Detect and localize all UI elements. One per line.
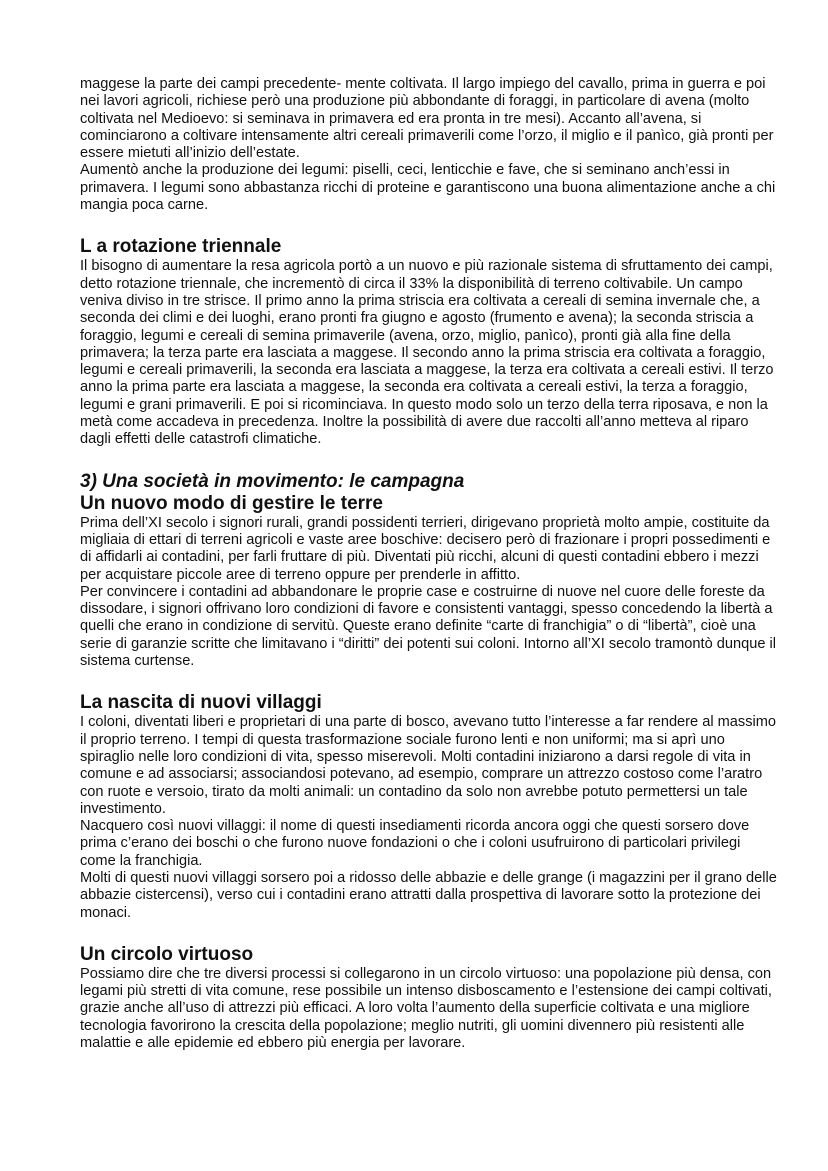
lands-paragraph-1: Prima dell’XI secolo i signori rurali, grandi possidenti terrieri, dirigevano proprietà molto ampie, costituite da migliaia di ettari di terreni agricoli e vaste aree boschive: decisero però di frazionare i propri possedimenti e di affidarli ai contadini, per farli fruttare di più. Diventati più ricchi, alcuni di questi contadini ebbero i mezzi per acquistare piccole aree di terreno oppure per prenderle in affitto. <box>80 514 771 583</box>
rotation-paragraph: Il bisogno di aumentare la resa agricola portò a un nuovo e più razionale sistema di sfruttamento dei campi, detto rotazione triennale, che incrementò di circa il 33% la disponibilità di terreno coltivabile. Un campo veniva diviso in tre strisce. Il primo anno la prima striscia era coltivata a cereali di semina invernale che, a seconda dei climi e dei luoghi, erano pronti fra giugno e agosto (frumento e avena); la seconda striscia a foraggio, legumi e cereali di semina primaverile (avena, orzo, miglio, panìco), pronti già alla fine della primavera; la terza parte era lasciata a maggese. Il secondo anno la prima striscia era coltivata a foraggio, legumi e cereali primaverili, la seconda era lasciata a maggese, la terza era coltivata a cereali estivi. Il terzo anno la prima parte era lasciata a maggese, la seconda era coltivata a cereali estivi, la terza a foraggio, legumi e grani primaverili. E poi si ricominciava. In questo modo solo un terzo della terra riposava, e non la metà come accadeva in precedenza. Inoltre la possibilità di avere due raccolti all’anno metteva al riparo dagli effetti delle catastrofi climatiche. <box>80 258 774 448</box>
villages-paragraph-1: I coloni, diventati liberi e proprietari di una parte di bosco, avevano tutto l’interesse a far rendere al massimo il proprio terreno. I tempi di questa trasformazione sociale furono lenti e non uniformi; ma si aprì uno spiraglio nelle loro condizioni di vita, spesso miserevoli. Molti contadini iniziarono a darsi regole di vita in comune e ad associarsi; associandosi potevano, ad esempio, comprare un attrezzo costoso come l’aratro con ruote e versoio, tirato da molti animali: un contadino da solo non avrebbe potuto permettersi un tale investimento. <box>80 714 777 817</box>
villages-heading: La nascita di nuovi villaggi <box>80 692 322 714</box>
section-3-title: 3) Una società in movimento: le campagna <box>80 470 465 492</box>
intro-paragraph-2: Aumentò anche la produzione dei legumi: piselli, ceci, lenticchie e fave, che si seminano anch’essi in primavera. I legumi sono abbastanza ricchi di proteine e garantiscono una buona alimentazione anche a chi mangia poca carne. <box>80 162 776 214</box>
villages-paragraph-2: Nacquero così nuovi villaggi: il nome di questi insediamenti ricorda ancora oggi che questi sorsero dove prima c’erano dei boschi o che furono nuove fondazioni o che i coloni usufruirono di particolari privilegi come la franchigia. <box>80 818 750 869</box>
lands-heading: Un nuovo modo di gestire le terre <box>80 492 383 514</box>
intro-paragraph-1: maggese la parte dei campi precedente- mente coltivata. Il largo impiego del cavallo, prima in guerra e poi nei lavori agricoli, richiese però una produzione più abbondante di foraggi, in particolare di avena (molto coltivata nel Medioevo: si seminava in primavera ed era pronta in tre mesi). Accanto all’avena, si cominciarono a coltivare intensamente altri cereali primaverili come l’orzo, il miglio e il panìco, già pronti per essere mietuti all’inizio dell’estate. <box>80 76 774 162</box>
rotation-heading: L a rotazione triennale <box>80 236 282 258</box>
lands-paragraph-2: Per convincere i contadini ad abbandonare le proprie case e costruirne di nuove nel cuore delle foreste da dissodare, i signori offrivano loro condizioni di favore e consistenti vantaggi, spesso concedendo la libertà a quelli che erano in condizione di servitù. Queste erano definite “carte di franchigia” o di “libertà”, cioè una serie di garanzie scritte che limitavano i “diritti” dei potenti sui coloni. Intorno all’XI secolo tramontò dunque il sistema curtense. <box>80 583 776 670</box>
circle-paragraph: Possiamo dire che tre diversi processi si collegarono in un circolo virtuoso: una popolazione più densa, con legami più stretti di vita comune, rese possibile un intenso disboscamento e l’estensione dei campi coltivati, grazie anche all’uso di attrezzi più efficaci. A loro volta l’aumento della superficie coltivata e una migliore tecnologia favorirono la crescita della popolazione; meglio nutriti, gli uomini divennero più resistenti alle malattie e alle epidemie ed ebbero più energia per lavorare. <box>80 965 772 1052</box>
circle-heading: Un circolo virtuoso <box>80 943 254 965</box>
villages-paragraph-3: Molti di questi nuovi villaggi sorsero poi a ridosso delle abbazie e delle grange (i magazzini per il grano delle abbazie cistercensi), verso cui i contadini erano attratti dalla prospettiva di lavorare sotto la protezione dei monaci. <box>80 869 777 921</box>
